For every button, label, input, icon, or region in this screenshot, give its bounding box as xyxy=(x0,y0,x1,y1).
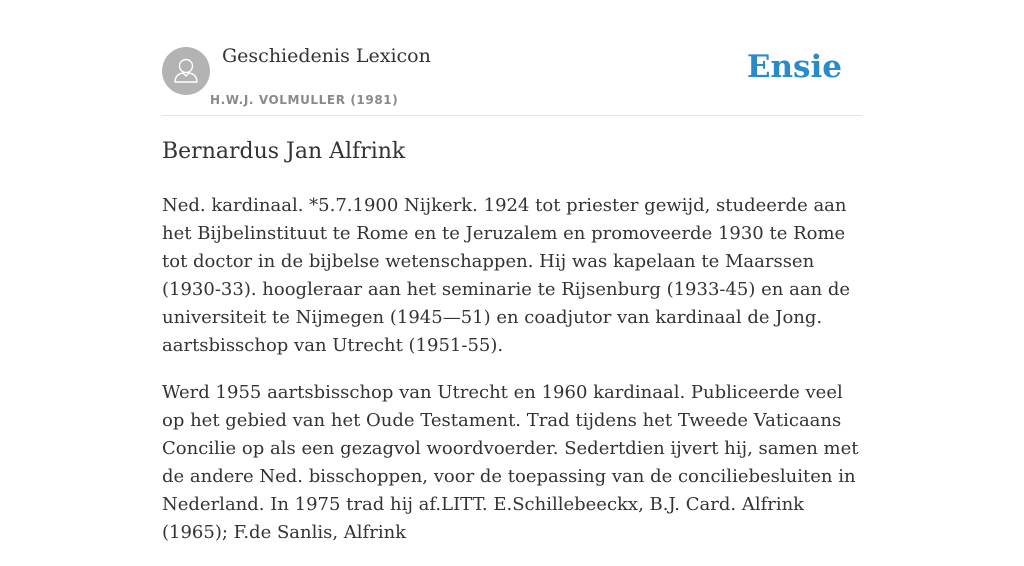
source-header xyxy=(162,0,862,116)
source-title[interactable]: Geschiedenis Lexicon xyxy=(222,45,431,67)
avatar[interactable] xyxy=(162,47,210,95)
article-container xyxy=(162,0,862,543)
user-silhouette-icon xyxy=(162,47,210,95)
entry-body xyxy=(162,192,862,566)
entry-title: Bernardus Jan Alfrink xyxy=(162,139,406,164)
entry-paragraph: Werd 1955 aartsbisschop van Utrecht en 1960 kardinaal. Publiceerde veel op het gebied van het Oude Testament. Trad tijdens het Tweede Vaticaans Concilie op als een gezagvol woordvoerder. Sedertdien ijvert hij, samen met de andere Ned. bisschoppen, voor de toepassing van de conciliebesluiten in Nederland. In 1975 trad hij af.LITT. E.Schillebeeckx, B.J. Card. Alfrink (1965); F.de Sanlis, Alfrink xyxy=(162,382,859,543)
entry-paragraph: Ned. kardinaal. *5.7.1900 Nijkerk. 1924 tot priester gewijd, studeerde aan het Bijbelinstituut te Rome en te Jeruzalem en promoveerde 1930 te Rome tot doctor in de bijbelse wetenschappen. Hij was kapelaan te Maarssen (1930-33). hoogleraar aan het seminarie te Rijsenburg (1933-45) en aan de universiteit te Nijmegen (1945—51) en coadjutor van kardinaal de Jong. aartsbisschop van Utrecht (1951-55). xyxy=(162,195,851,356)
source-author[interactable]: H.W.J. VOLMULLER (1981) xyxy=(210,93,399,107)
brand-logo[interactable]: Ensie xyxy=(746,49,842,85)
